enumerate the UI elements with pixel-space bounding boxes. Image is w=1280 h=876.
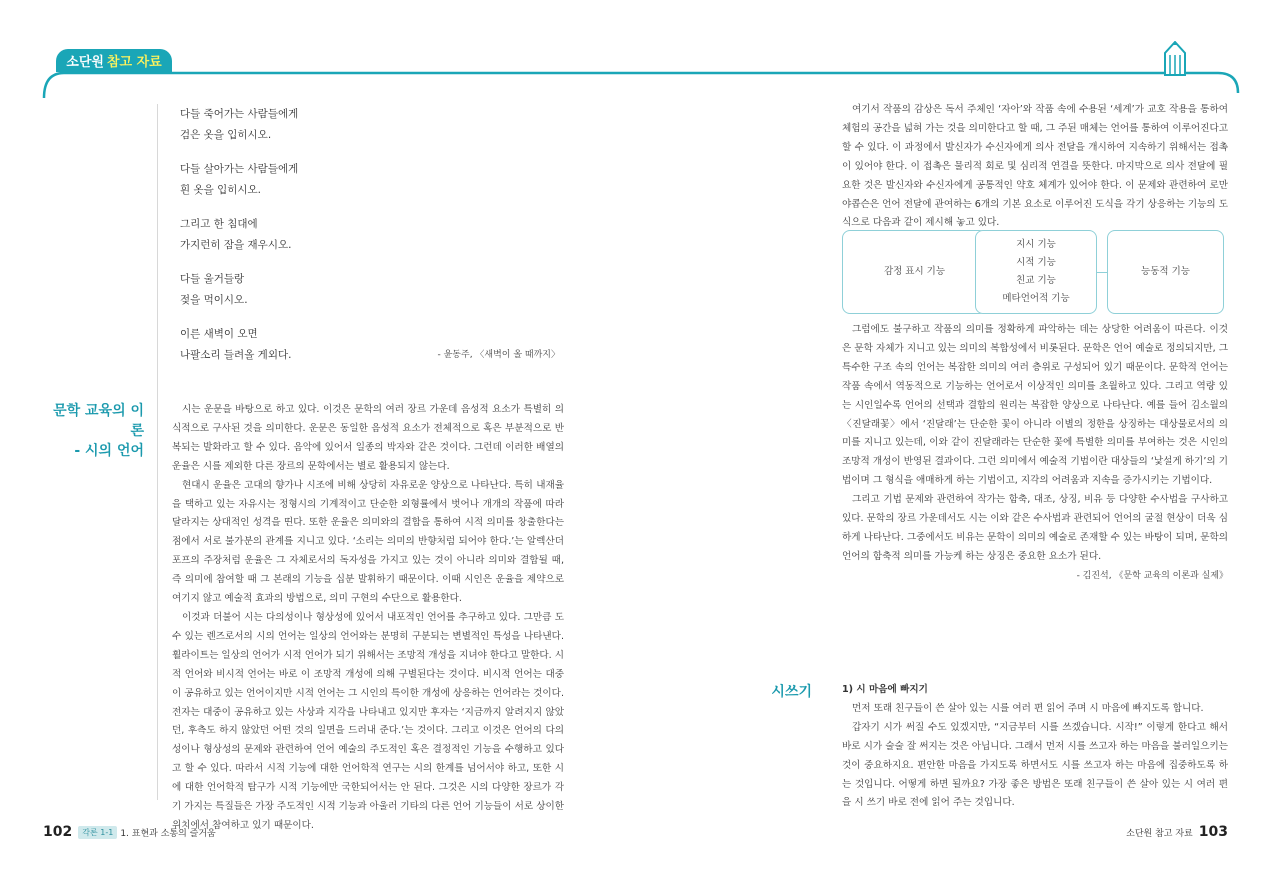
running-title: 소단원 참고 자료 — [1126, 828, 1193, 839]
section-heading-writing: 시쓰기 — [771, 684, 812, 700]
diagram-label: 능동적 기능 — [1141, 266, 1190, 277]
citation: - 김진석, 《문학 교육의 이론과 실제》 — [1076, 570, 1228, 581]
right-body-top — [842, 101, 1228, 233]
poem-line: 그리고 한 침대에 — [180, 218, 258, 230]
tab-prefix: 소단원 — [66, 55, 104, 70]
diagram-label: 시적 기능 — [1016, 257, 1056, 268]
theory-body — [172, 401, 564, 836]
jakobson-diagram — [842, 230, 1226, 316]
poem-line: 다들 울거들랑 — [180, 273, 245, 285]
paragraph: 그럼에도 불구하고 작품의 의미를 정확하게 파악하는 데는 상당한 어려움이 따른다. 이것은 문학 자체가 지니고 있는 의미의 복합성에서 비롯된다. 문학은 언어 예술로 정의되지만, 그 특수한 구조 속의 언어는 복잡한 의미의 여러 층위로 구성되어 있기 때문이다. 문학적 언어는 작품 속에서 역동적으로 기능하는 언어로서 이상적인 의미를 초월하고 있다. 그리고 역량 있는 시인일수록 언어의 선택과 결합의 원리는 복잡한 양상으로 나타난다. 예를 들어 김소월의 〈진달래꽃〉에서 ‘진달래’는 단순한 꽃이 아니라 이별의 정한을 상징하는 대상물로서의 의미를 지니고 있는데, 이와 같이 진달래라는 단순한 꽃에 특별한 의미를 부여하는 것은 시인의 조망적 개성이 반영된 결과이다. 그런 의미에서 예술적 기법이란 대상들의 ‘낯설게 하기’의 기법이며 그 형식을 애매하게 하는 기법이고, 지각의 어려움과 지속을 증가시키는 기법이다. — [842, 324, 1228, 487]
paragraph: 이것과 더불어 시는 다의성이나 형상성에 있어서 내포적인 언어를 추구하고 있다. 그만큼 도수 있는 렌즈로서의 시의 언어는 일상의 언어와는 분명히 구분되는 변별적인 특성을 나타낸다. 휠라이트는 일상의 언어가 시적 언어가 되기 위해서는 조망적 개성을 지녀야 한다고 말한다. 시적 언어와 비시적 언어는 바로 이 조망적 개성에 의해 구별된다는 것이다. 비시적 언어는 대중이 공유하고 있는 언어이지만 시적 언어는 그 시인의 특이한 개성에 상응하는 언어라는 것이다. 전자는 대중이 공유하고 있는 사상과 지각을 나타내고 있지만 후자는 ‘지금까지 알려지지 않았던, 후측도 하지 않았던 어떤 것의 일면을 드러내 준다.’는 것이다. 그리고 이것은 언어의 다의성이나 형상성의 문제와 관련하여 언어 예술의 주도적인 혹은 결정적인 기능을 수행하고 있다고 할 수 있다. 따라서 시적 기능에 대한 언어학적 연구는 시의 한계를 넘어서야 하고, 또한 시에 대한 언어학적 탐구가 시적 기능에만 국한되어서는 안 된다. 그것은 시의 다양한 장르가 각기 가지는 특질들은 가장 주도적인 시적 기능과 아울러 기타의 다른 언어 기능들이 서로 상이한 위치에서 참여하고 있기 때문이다. — [172, 611, 564, 831]
paragraph: 먼저 또래 친구들이 쓴 살아 있는 시를 여러 편 읽어 주며 시 마음에 빠지도록 합니다. — [852, 702, 1204, 714]
poem-line: 다들 죽어가는 사람들에게 — [180, 108, 299, 120]
diagram-label: 지시 기능 — [1016, 239, 1056, 250]
diagram-box-emotive — [842, 230, 987, 314]
poem-line: 흰 옷을 입히시오. — [180, 184, 262, 196]
footer-right — [1126, 824, 1228, 840]
heading-line: - 시의 언어 — [74, 443, 144, 459]
page-number: 103 — [1198, 824, 1228, 840]
writing-body — [842, 681, 1228, 813]
poem-line: 가지런히 잠을 재우시오. — [180, 239, 292, 251]
poem-stanza — [180, 214, 560, 256]
poem-stanza — [180, 159, 560, 201]
paragraph: 시는 운문을 바탕으로 하고 있다. 이것은 문학의 여러 장르 가운데 음성적 요소가 특별히 의식적으로 구사된 것을 의미한다. 운문은 동일한 음성적 요소가 전체적으로 혹은 부분적으로 반복되는 발화라고 할 수 있다. 음악에 있어서 일종의 박자와 같은 것이다. 그런데 이러한 배열의 운율은 시를 제외한 다른 장르의 문학에서는 별로 활용되지 않는다. — [172, 404, 564, 472]
paragraph: 현대시 운율은 고대의 향가나 시조에 비해 상당히 자유로운 양상으로 나타난다. 특히 내재율을 택하고 있는 자유시는 정형시의 기계적이고 단순한 외형률에서 벗어나 개개의 작품에 따라 달라지는 상대적인 성격을 띤다. 또한 운율은 의미와의 결합을 통하여 시적 의미를 창출한다는 점에서 서로 불가분의 관계를 지니고 있다. ‘소리는 의미의 반향처럼 되어야 한다.’는 알렉산더 포프의 주장처럼 운율은 그 자체로서의 독자성을 가지고 있는 것이 아니라 의미와 결합될 때, 즉 의미에 참여할 때 그 본래의 기능을 십분 발휘하기 때문이다. 이때 시인은 운율을 제약으로 여기지 않고 예술적 효과의 방법으로, 의미 구현의 수단으로 활용한다. — [172, 479, 564, 605]
poem-line: 이른 새벽이 오면 — [180, 328, 258, 340]
chapter-title: 1. 표현과 소통의 즐거움 — [120, 828, 216, 839]
pencil-icon — [1159, 41, 1191, 77]
poem-line: 검은 옷을 입히시오. — [180, 129, 272, 141]
diagram-label: 감정 표시 기능 — [883, 266, 946, 277]
poem-last-line — [180, 345, 560, 366]
poem-line: 젖을 먹이시오. — [180, 294, 248, 306]
paragraph: 그리고 기법 문제와 관련하여 작가는 함축, 대조, 상징, 비유 등 다양한 수사법을 구사하고 있다. 문학의 장르 가운데서도 시는 이와 같은 수사법과 관련되어 언어의 굴절 현상이 더욱 심하게 나타난다. 그중에서도 비유는 문학이 의미의 예술로 존재할 수 있는 바탕이 되며, 문학의 언어의 함축적 의미를 가능케 하는 상징은 중요한 요소가 된다. — [842, 494, 1228, 562]
diagram-box-middle — [975, 230, 1097, 314]
poem — [180, 104, 560, 379]
poem-stanza — [180, 324, 560, 366]
diagram-box-conative — [1107, 230, 1224, 314]
chapter-badge: 각론 1-1 — [78, 826, 117, 839]
diagram-label: 메타언어적 기능 — [1002, 293, 1070, 304]
poem-line: 다들 살아가는 사람들에게 — [180, 163, 299, 175]
footer-left — [43, 824, 216, 840]
diagram-connector — [1097, 272, 1107, 273]
poem-stanza — [180, 269, 560, 311]
page-number: 102 — [43, 824, 73, 840]
section-tab — [56, 49, 172, 72]
section-heading-theory — [40, 401, 144, 461]
heading-line: 문학 교육의 이론 — [53, 403, 144, 439]
column-divider — [157, 104, 158, 800]
subheading: 1) 시 마음에 빠지기 — [842, 684, 928, 695]
diagram-label: 친교 기능 — [1016, 275, 1056, 286]
tab-accent: 참고 자료 — [106, 55, 162, 70]
poem-source: - 윤동주, 〈새벽이 올 때까지〉 — [437, 350, 560, 360]
paragraph: 여기서 작품의 감상은 독서 주체인 ‘자아’와 작품 속에 수용된 ‘세계’가 교호 작용을 통하여 체험의 공간을 넓혀 가는 것을 의미한다고 할 때, 그 주된 매체는 언어를 통하여 이루어진다고 할 수 있다. 이 과정에서 발신자가 수신자에게 의사 전달을 개시하여 지속하기 위해서는 접촉이 있어야 한다. 이 접촉은 물리적 회로 및 심리적 연결을 뜻한다. 마지막으로 의사 전달에 필요한 것은 발신자와 수신자에게 공통적인 약호 체계가 있어야 한다. 이 문제와 관련하여 로만 야콥슨은 언어 전달에 관여하는 6개의 기본 요소로 이루어진 도식을 각기 상응하는 기능의 도식으로 다음과 같이 제시해 놓고 있다. — [842, 104, 1228, 229]
right-body-middle — [842, 321, 1228, 586]
poem-line: 나팔소리 들려올 게외다. — [180, 349, 292, 361]
poem-stanza — [180, 104, 560, 146]
paragraph: 갑자기 시가 써질 수도 있겠지만, “지금부터 시를 쓰겠습니다. 시작!” 이렇게 한다고 해서 바로 시가 술술 잘 써지는 것은 아닙니다. 그래서 먼저 시를 쓰고자 하는 마음을 불러일으키는 것이 중요하지요. 편안한 마음을 가지도록 하면서도 시를 쓰고자 하는 마음에 집중하도록 하는 것입니다. 어떻게 하면 될까요? 가장 좋은 방법은 또래 친구들이 쓴 살아 있는 시 여러 편을 시 쓰기 바로 전에 읽어 주는 것입니다. — [842, 721, 1228, 809]
